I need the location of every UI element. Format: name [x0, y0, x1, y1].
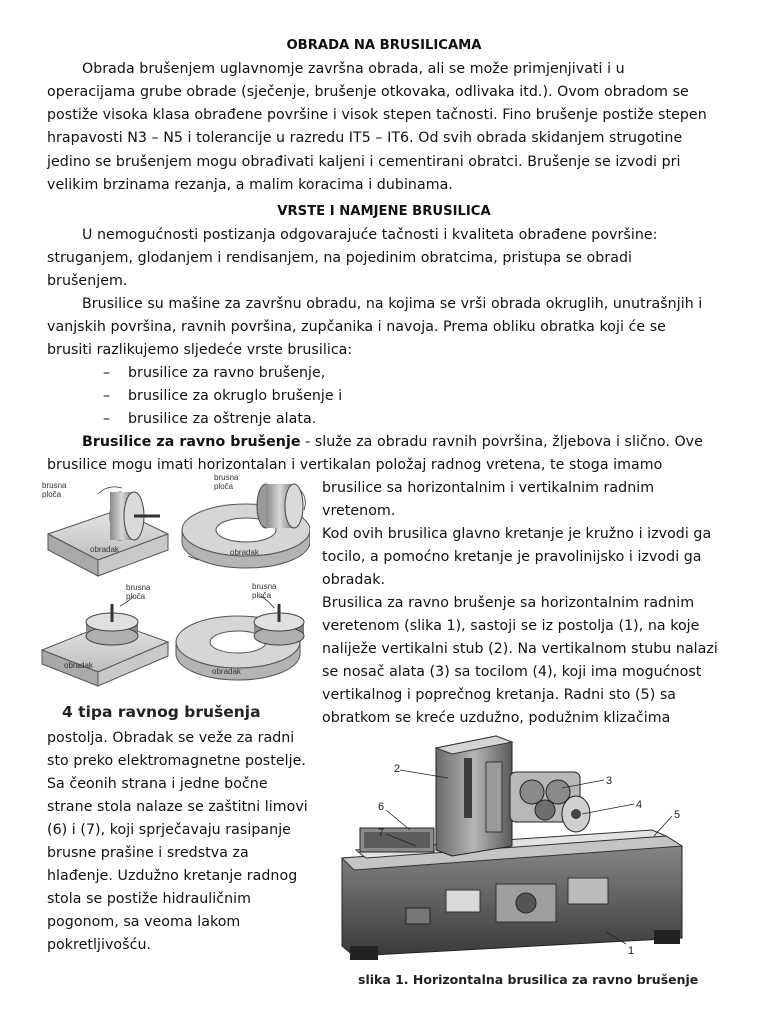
left-col-line: pokretljivošću. [47, 937, 152, 953]
part-label-3: 3 [606, 775, 613, 787]
page-title: OBRADA NA BRUSILICAMA [286, 38, 482, 53]
part-label-6: 6 [378, 801, 385, 813]
left-col-line: sto preko elektromagnetne postelje. [47, 753, 306, 769]
part-label-1: 1 [628, 945, 635, 957]
left-col-line: (6) i (7), koji sprječavaju rasipanje [47, 822, 291, 838]
grinding-type-1 [42, 481, 168, 576]
grinding-type-2 [182, 473, 310, 568]
left-col-line: postolja. Obradak se veže za radni [47, 730, 295, 746]
para4-line [82, 431, 703, 453]
list-dash: – [103, 365, 111, 381]
part-label-5: 5 [674, 809, 681, 821]
grinder-wheel-head [510, 772, 590, 832]
left-col-line: Sa čeonih strana i jedne bočne [47, 776, 268, 792]
right-col-line: se nosač alata (3) sa tocilom (4), koji ima mogućnost [322, 664, 702, 680]
para1-line: operacijama grube obrade (sječenje, brušenje otkovaka, odlivaka itd.). Ovom obradom se [47, 84, 689, 100]
para1-line: hrapavosti N3 – N5 i tolerancije u razredu IT5 – IT6. Od svih obrada skidanjem strugotine [47, 130, 683, 146]
right-col-line: naliježe vertikalni stub (2). Na vertikalnom stubu nalazi [322, 641, 718, 657]
left-col-line: brusne prašine i sredstva za [47, 845, 249, 861]
grinder-column [436, 736, 512, 856]
right-col-line: tocilo, a pomoćno kretanje je pravolinijsko i izvodi ga [322, 549, 702, 565]
para1-line: velikim brzinama rezanja, a malim koracima i dubinama. [47, 177, 453, 193]
section-heading: VRSTE I NAMJENE BRUSILICA [277, 204, 491, 219]
wheel-label-1: brusna [126, 583, 151, 592]
para4-line: brusilice mogu imati horizontalan i vertikalan položaj radnog vretena, te stoga imamo [47, 457, 663, 473]
left-col-line: strane stola nalaze se zaštitni limovi [47, 799, 308, 815]
wheel-label-1: brusna [214, 473, 239, 482]
figure1-caption: 4 tipa ravnog brušenja [62, 703, 261, 721]
right-col-line: obratkom se kreće uzdužno, podužnim klizačima [322, 710, 671, 726]
right-col-line: brusilice sa horizontalnim i vertikalnim radnim [322, 480, 655, 496]
workpiece-label: obradak [64, 661, 93, 670]
para2-line: struganjem, glodanjem i rendisanjem, na pojedinim obratcima, pristupa se obradi [47, 250, 633, 266]
list-dash: – [103, 411, 111, 427]
list-item: brusilice za oštrenje alata. [128, 411, 317, 427]
figure2-caption: slika 1. Horizontalna brusilica za ravno brušenje [358, 972, 699, 987]
para2-line: brušenjem. [47, 273, 128, 289]
grinding-type-4 [176, 582, 304, 680]
para1-line: jedino se brušenjem mogu obrađivati kaljeni i cementirani obratci. Brušenje se izvodi pri [47, 154, 681, 170]
right-col-line: obradak. [322, 572, 386, 588]
left-col-line: hlađenje. Uzdužno kretanje radnog [47, 868, 298, 884]
para4-rest: - služe za obradu ravnih površina, žljebova i slično. Ove [300, 434, 703, 450]
list-item: brusilice za ravno brušenje, [128, 365, 326, 381]
left-col-line: pogonom, sa veoma lakom [47, 914, 241, 930]
workpiece-label: obradak [212, 667, 241, 676]
right-col-line: Kod ovih brusilica glavno kretanje je kružno i izvodi ga [322, 526, 712, 542]
para3-line: brusiti razlikujemo sljedeće vrste brusilica: [47, 342, 353, 358]
list-dash: – [103, 388, 111, 404]
wheel-label-2: ploča [42, 490, 62, 499]
surface-grinder-figure [336, 718, 708, 968]
wheel-label-2: ploča [214, 482, 234, 491]
para1-line: postiže visoka klasa obrađene površine i visok stepen tačnosti. Fino brušenje postiže stepen [47, 107, 707, 123]
right-col-line: vertikalnog i poprečnog kretanja. Radni sto (5) sa [322, 687, 677, 703]
wheel-label-2: ploča [126, 592, 146, 601]
list-item: brusilice za okruglo brušenje i [128, 388, 343, 404]
part-label-7: 7 [378, 827, 385, 839]
wheel-label-2: ploča [252, 591, 272, 600]
wheel-label-1: brusna [42, 481, 67, 490]
wheel-label-1: brusna [252, 582, 277, 591]
right-col-line: Brusilica za ravno brušenje sa horizontalnim radnim [322, 595, 695, 611]
left-col-line: stola se postiže hidrauličnim [47, 891, 252, 907]
part-label-4: 4 [636, 799, 643, 811]
workpiece-label: obradak [90, 545, 119, 554]
right-col-line: veretenom (slika 1), sastoji se iz postolja (1), na koje [322, 618, 700, 634]
para2-line: U nemogućnosti postizanja odgovarajuće tačnosti i kvaliteta obrađene površine: [82, 227, 658, 243]
para1-line: Obrada brušenjem uglavnomje završna obrada, ali se može primjenjivati i u [82, 61, 625, 77]
para3-line: vanjskih površina, ravnih površina, zupčanika i navoja. Prema obliku obratka koji će se [47, 319, 666, 335]
grinding-type-3 [42, 583, 168, 686]
grinding-types-figure [38, 472, 310, 694]
right-col-line: vretenom. [322, 503, 396, 519]
para3-line: Brusilice su mašine za završnu obradu, na kojima se vrši obrada okruglih, unutrašnjih i [82, 296, 703, 312]
para4-bold-term: Brusilice za ravno brušenje [82, 434, 301, 450]
part-label-2: 2 [394, 763, 401, 775]
workpiece-label: obradak [230, 548, 259, 557]
